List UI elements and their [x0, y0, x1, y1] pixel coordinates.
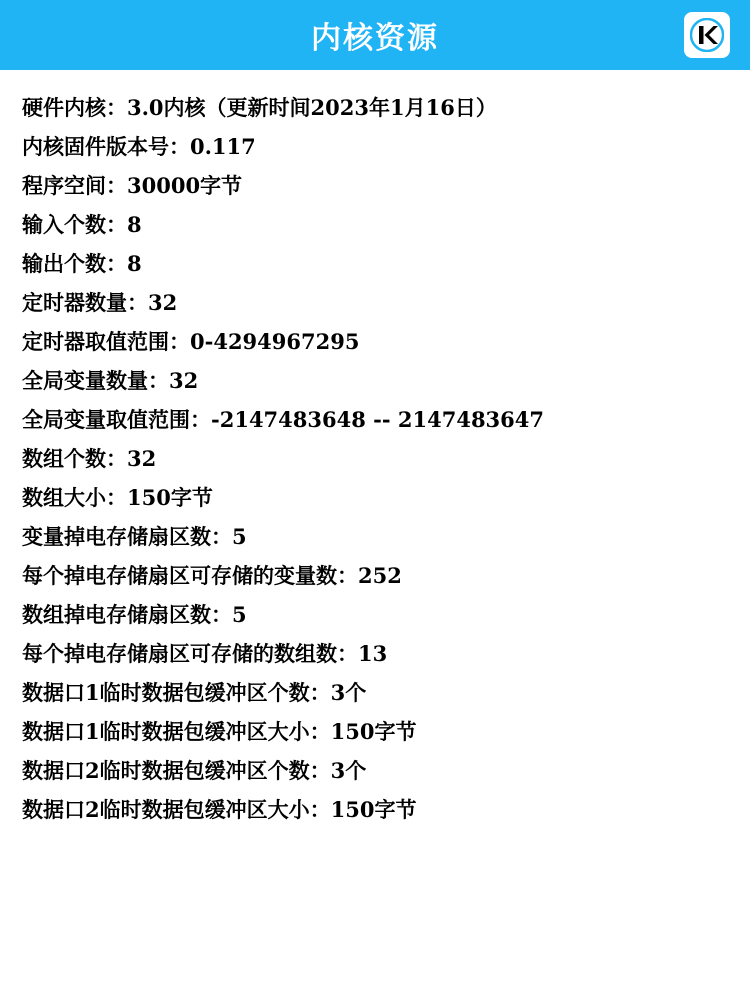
list-item: 硬件内核：3.0内核（更新时间2023年1月16日）	[22, 95, 497, 120]
list-item: 数据口1临时数据包缓冲区个数：3个	[22, 680, 367, 705]
list-item: 数据口2临时数据包缓冲区个数：3个	[22, 758, 367, 783]
list-item: 输出个数：8	[22, 251, 142, 276]
app-header	[0, 0, 750, 70]
page-title: 内核资源	[311, 21, 439, 56]
list-item: 每个掉电存储扇区可存储的变量数：252	[22, 563, 402, 588]
kernel-resource-list	[0, 70, 750, 829]
list-item: 全局变量数量：32	[22, 368, 199, 393]
list-item: 变量掉电存储扇区数：5	[22, 524, 247, 549]
list-item: 数组个数：32	[22, 446, 157, 471]
list-item: 每个掉电存储扇区可存储的数组数：13	[22, 641, 388, 666]
list-item: 数据口2临时数据包缓冲区大小：150字节	[22, 797, 417, 822]
list-item: 输入个数：8	[22, 212, 142, 237]
list-item: 程序空间：30000字节	[22, 173, 243, 198]
list-item: 定时器数量：32	[22, 290, 178, 315]
k-logo-icon	[684, 12, 730, 58]
list-item: 定时器取值范围：0-4294967295	[22, 329, 360, 354]
list-item: 内核固件版本号：0.117	[22, 134, 256, 159]
list-item: 数组大小：150字节	[22, 485, 213, 510]
list-item: 全局变量取值范围：-2147483648 -- 2147483647	[22, 407, 545, 432]
list-item: 数据口1临时数据包缓冲区大小：150字节	[22, 719, 417, 744]
list-item: 数组掉电存储扇区数：5	[22, 602, 247, 627]
